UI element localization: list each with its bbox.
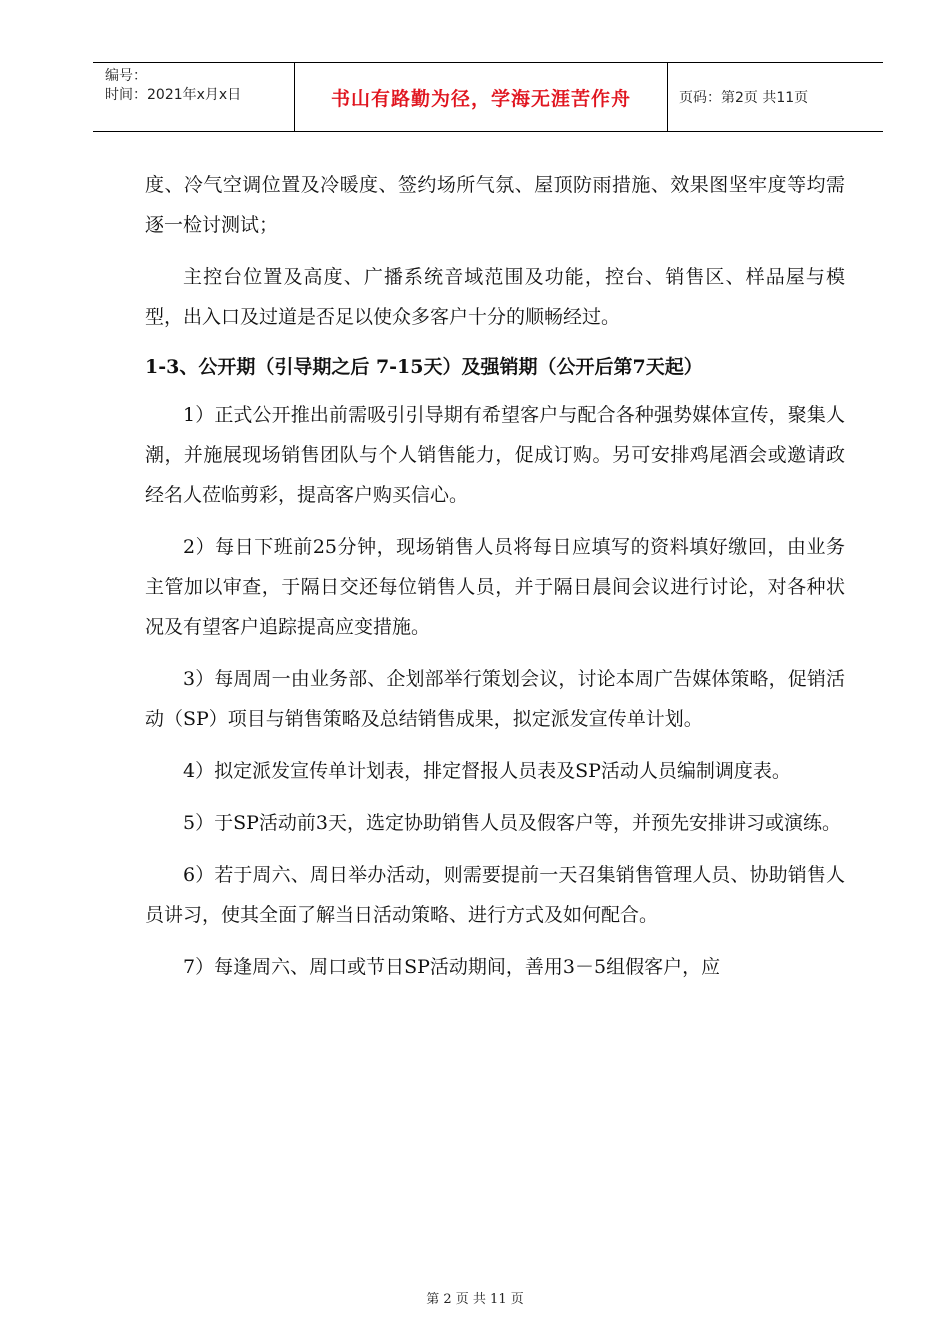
header-page-label: 页码：第2页 共11页 [679,90,809,106]
header-divider-right [667,63,668,131]
paragraph: 2）每日下班前25分钟，现场销售人员将每日应填写的资料填好缴回，由业务主管加以审查，于隔日交还每位销售人员，并于隔日晨间会议进行讨论，对各种状况及有望客户追踪提高应变措施。 [145,536,845,638]
page-footer: 第 2 页 共 11 页 [426,1292,524,1307]
paragraph: 主控台位置及高度、广播系统音域范围及功能，控台、销售区、样品屋与模型，出入口及过道是否足以使众多客户十分的顺畅经过。 [145,266,845,328]
paragraph: 1）正式公开推出前需吸引引导期有希望客户与配合各种强势媒体宣传，聚集人潮，并施展现场销售团队与个人销售能力，促成订购。另可安排鸡尾酒会或邀请政经名人莅临剪彩，提高客户购买信心。 [145,404,845,506]
document-body [145,165,845,999]
section-heading: 1-3、公开期（引导期之后 7-15天）及强销期（公开后第7天起） [145,356,703,378]
header-meta [105,67,295,105]
paragraph: 4）拟定派发宣传单计划表，排定督报人员表及SP活动人员编制调度表。 [183,760,791,782]
page-header [93,62,883,132]
paragraph: 6）若于周六、周日举办活动，则需要提前一天召集销售管理人员、协助销售人员讲习，使其全面了解当日活动策略、进行方式及如何配合。 [145,864,845,926]
paragraph: 5）于SP活动前3天，选定协助销售人员及假客户等，并预先安排讲习或演练。 [183,812,841,834]
paragraph: 3）每周周一由业务部、企划部举行策划会议，讨论本周广告媒体策略，促销活动（SP）项目与销售策略及总结销售成果，拟定派发宣传单计划。 [145,668,845,730]
document-number-label: 编号： [105,68,147,84]
paragraph: 7）每逢周六、周口或节日SP活动期间，善用3－5组假客户，应 [183,956,721,978]
document-time-label: 时间：2021年x月x日 [105,87,242,103]
paragraph-continuation: 度、冷气空调位置及冷暖度、签约场所气氛、屋顶防雨措施、效果图坚牢度等均需逐一检讨测试； [145,174,845,236]
header-motto: 书山有路勤为径，学海无涯苦作舟 [330,87,631,110]
